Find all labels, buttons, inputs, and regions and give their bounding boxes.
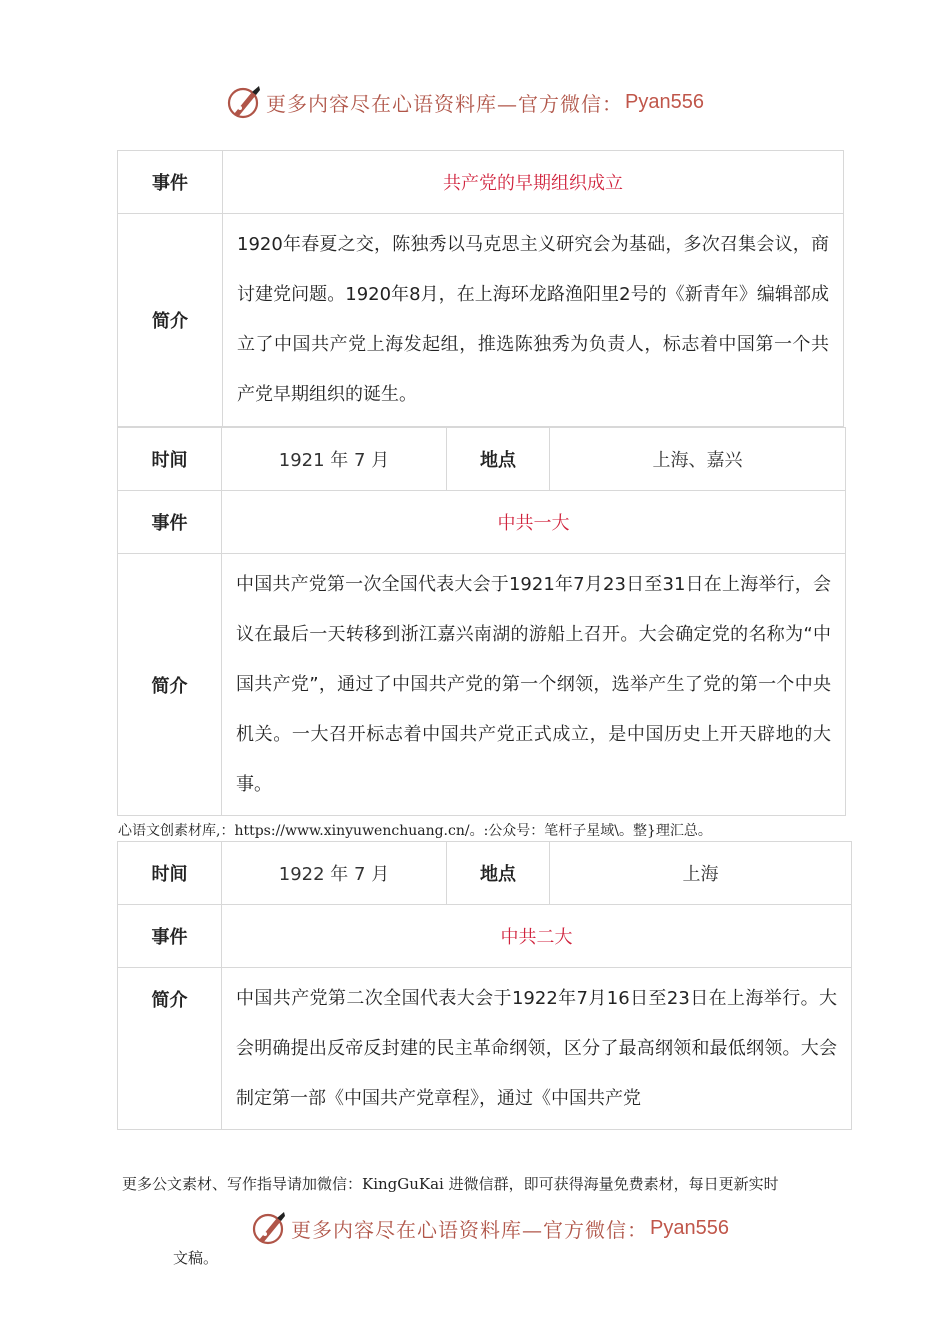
intro-text: 中国共产党第一次全国代表大会于1921年7月23日至31日在上海举行，会议在最后一天转移到浙江嘉兴南湖的游船上召开。大会确定党的名称为“中国共产党”，通过了中国共产党的第一个纲领，选举产生了党的第一个中央机关。一大召开标志着中国共产党正式成立，是中国历史上开天辟地的大事。 <box>222 554 846 816</box>
header-banner <box>226 80 704 124</box>
event-table-early-org <box>117 150 844 427</box>
time-label: 时间 <box>118 842 222 905</box>
event-label: 事件 <box>118 151 223 214</box>
intro-text: 中国共产党第二次全国代表大会于1922年7月16日至23日在上海举行。大会明确提出反帝反封建的民主革命纲领，区分了最高纲领和最低纲领。大会制定第一部《中国共产党章程》，通过《中国共产党 <box>222 968 852 1130</box>
footer-line-1: 更多公文素材、写作指导请加微信：KingGuKai 进微信群，即可获得海量免费素材，每日更新实时 <box>122 1175 779 1193</box>
event-table-second-congress <box>117 841 852 1130</box>
event-title: 共产党的早期组织成立 <box>223 151 844 214</box>
banner-wechat-id: Pyan556 <box>650 1216 729 1239</box>
pen-logo-icon <box>226 84 262 120</box>
time-label: 时间 <box>118 428 222 491</box>
intro-text: 1920年春夏之交，陈独秀以马克思主义研究会为基础，多次召集会议，商讨建党问题。1920年8月，在上海环龙路渔阳里2号的《新青年》编辑部成立了中国共产党上海发起组，推选陈独秀为负责人，标志着中国第一个共产党早期组织的诞生。 <box>223 214 844 427</box>
place-label: 地点 <box>447 842 550 905</box>
footer-line-2: 文稿。 <box>173 1249 219 1267</box>
event-label: 事件 <box>118 905 222 968</box>
intro-label: 简介 <box>118 554 222 816</box>
time-value: 1921 年 7 月 <box>222 428 447 491</box>
footer-banner <box>251 1206 729 1250</box>
place-value: 上海 <box>550 842 852 905</box>
place-value: 上海、嘉兴 <box>550 428 846 491</box>
event-table-first-congress <box>117 427 846 816</box>
source-note: 心语文创素材库,：https://www.xinyuwenchuang.cn/。:公众号：笔杆子星域\。整}理汇总。 <box>118 823 712 839</box>
event-label: 事件 <box>118 491 222 554</box>
event-title: 中共一大 <box>222 491 846 554</box>
time-value: 1922 年 7 月 <box>222 842 447 905</box>
banner-wechat-id: Pyan556 <box>625 90 704 113</box>
intro-label: 简介 <box>118 214 223 427</box>
event-title: 中共二大 <box>222 905 852 968</box>
place-label: 地点 <box>447 428 550 491</box>
banner-text: 更多内容尽在心语资料库—官方微信： <box>266 91 623 116</box>
pen-logo-icon <box>251 1210 287 1246</box>
banner-text: 更多内容尽在心语资料库—官方微信： <box>291 1217 648 1242</box>
intro-label: 简介 <box>118 968 222 1130</box>
